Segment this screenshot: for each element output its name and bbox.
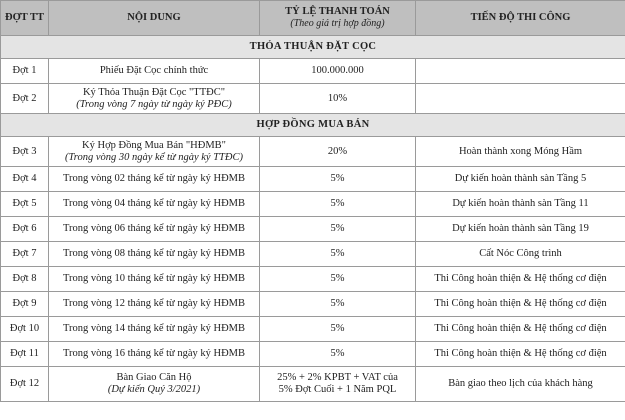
content-cell — [49, 342, 260, 367]
construction-progress-cell: Bàn giao theo lịch của khách hàng — [416, 367, 625, 402]
table-row — [1, 342, 625, 367]
section-title: THỎA THUẬN ĐẶT CỌC — [1, 36, 625, 59]
content-note: (Trong vòng 30 ngày kể từ ngày ký TTĐC) — [65, 151, 243, 163]
payment-rate-text: 20% — [327, 145, 348, 157]
content-note: (Dự kiến Quý 3/2021) — [107, 384, 201, 395]
payment-rate-cell — [260, 84, 416, 114]
construction-progress-cell — [416, 84, 625, 114]
table-row — [1, 292, 625, 317]
construction-progress-cell: Hoàn thành xong Móng Hầm — [416, 137, 625, 167]
content-text: Trong vòng 14 tháng kể từ ngày ký HĐMB — [62, 323, 246, 334]
content-cell — [49, 367, 260, 402]
content-text: Trong vòng 08 tháng kể từ ngày ký HĐMB — [62, 248, 246, 259]
header-payment-rate-main: TỶ LỆ THANH TOÁN — [285, 6, 390, 17]
payment-rate-cell — [260, 317, 416, 342]
section-title: HỢP ĐỒNG MUA BÁN — [1, 114, 625, 137]
installment-cell: Đợt 5 — [1, 192, 49, 217]
payment-rate-cell — [260, 137, 416, 167]
payment-rate-cell — [260, 292, 416, 317]
payment-rate-text: 100.000.000 — [311, 65, 364, 76]
payment-rate-text: 5% — [330, 198, 345, 209]
header-construction-progress: TIẾN ĐỘ THI CÔNG — [416, 1, 625, 36]
content-cell — [49, 242, 260, 267]
table-row — [1, 267, 625, 292]
payment-rate-cell — [260, 217, 416, 242]
payment-rate-cell — [260, 59, 416, 84]
content-text: Bàn Giao Căn Hộ — [116, 372, 192, 383]
installment-cell: Đợt 11 — [1, 342, 49, 367]
content-note: (Trong vòng 7 ngày từ ngày ký PĐC) — [76, 98, 232, 110]
payment-rate-cell — [260, 192, 416, 217]
payment-rate-cell — [260, 367, 416, 402]
construction-progress-cell: Cất Nóc Công trình — [416, 242, 625, 267]
table-row — [1, 367, 625, 402]
content-text: Trong vòng 02 tháng kể từ ngày ký HĐMB — [62, 173, 246, 184]
table-row — [1, 167, 625, 192]
content-text: Trong vòng 16 tháng kể từ ngày ký HĐMB — [62, 348, 246, 359]
installment-cell: Đợt 1 — [1, 59, 49, 84]
payment-rate-text: 5% — [330, 223, 345, 234]
installment-cell: Đợt 12 — [1, 367, 49, 402]
installment-cell: Đợt 2 — [1, 84, 49, 114]
payment-rate-cell — [260, 242, 416, 267]
content-text: Trong vòng 04 tháng kể từ ngày ký HĐMB — [62, 198, 246, 209]
content-text: Phiếu Đặt Cọc chính thức — [99, 65, 209, 76]
installment-cell: Đợt 9 — [1, 292, 49, 317]
content-cell — [49, 84, 260, 114]
payment-rate-text: 10% — [327, 92, 348, 104]
installment-cell: Đợt 6 — [1, 217, 49, 242]
table-row — [1, 242, 625, 267]
construction-progress-cell: Thi Công hoàn thiện & Hệ thống cơ điện — [416, 267, 625, 292]
header-payment-rate — [260, 1, 416, 36]
header-payment-rate-sub: (Theo giá trị hợp đồng) — [290, 18, 385, 29]
construction-progress-cell: Thi Công hoàn thiện & Hệ thống cơ điện — [416, 342, 625, 367]
header-installment: ĐỢT TT — [1, 1, 49, 36]
construction-progress-cell: Dự kiến hoàn thành sàn Tầng 11 — [416, 192, 625, 217]
header-content: NỘI DUNG — [49, 1, 260, 36]
content-text: Trong vòng 06 tháng kể từ ngày ký HĐMB — [62, 223, 246, 234]
content-text: Ký Hợp Đồng Mua Bán "HĐMB" — [82, 139, 226, 151]
content-cell — [49, 292, 260, 317]
installment-cell: Đợt 3 — [1, 137, 49, 167]
table-row — [1, 192, 625, 217]
installment-cell: Đợt 7 — [1, 242, 49, 267]
payment-rate-text: 5% — [330, 173, 345, 184]
table-row — [1, 137, 625, 167]
content-text: Trong vòng 10 tháng kể từ ngày ký HĐMB — [62, 273, 246, 284]
section-row — [1, 36, 625, 59]
payment-rate-text: 25% + 2% KPBT + VAT của — [277, 372, 398, 383]
content-text: Ký Thỏa Thuận Đặt Cọc "TTĐC" — [82, 86, 226, 98]
payment-rate-text: 5% — [330, 248, 345, 259]
content-cell — [49, 167, 260, 192]
content-cell — [49, 137, 260, 167]
construction-progress-cell: Dự kiến hoàn thành sàn Tầng 5 — [416, 167, 625, 192]
content-text: Trong vòng 12 tháng kể từ ngày ký HĐMB — [62, 298, 246, 309]
table-header-row — [1, 1, 625, 36]
content-cell — [49, 192, 260, 217]
construction-progress-cell: Dự kiến hoàn thành sàn Tầng 19 — [416, 217, 625, 242]
payment-rate-cell — [260, 342, 416, 367]
table-row — [1, 84, 625, 114]
content-cell — [49, 267, 260, 292]
construction-progress-cell — [416, 59, 625, 84]
payment-rate-text-2: 5% Đợt Cuối + 1 Năm PQL — [278, 384, 397, 395]
payment-rate-cell — [260, 167, 416, 192]
content-cell — [49, 59, 260, 84]
content-cell — [49, 217, 260, 242]
payment-rate-text: 5% — [330, 273, 345, 284]
table-row — [1, 317, 625, 342]
content-cell — [49, 317, 260, 342]
payment-rate-text: 5% — [330, 348, 345, 359]
payment-rate-text: 5% — [330, 298, 345, 309]
construction-progress-cell: Thi Công hoàn thiện & Hệ thống cơ điện — [416, 292, 625, 317]
payment-rate-cell — [260, 267, 416, 292]
installment-cell: Đợt 4 — [1, 167, 49, 192]
construction-progress-cell: Thi Công hoàn thiện & Hệ thống cơ điện — [416, 317, 625, 342]
payment-rate-text: 5% — [330, 323, 345, 334]
table-row — [1, 59, 625, 84]
installment-cell: Đợt 10 — [1, 317, 49, 342]
table-row — [1, 217, 625, 242]
section-row — [1, 114, 625, 137]
installment-cell: Đợt 8 — [1, 267, 49, 292]
